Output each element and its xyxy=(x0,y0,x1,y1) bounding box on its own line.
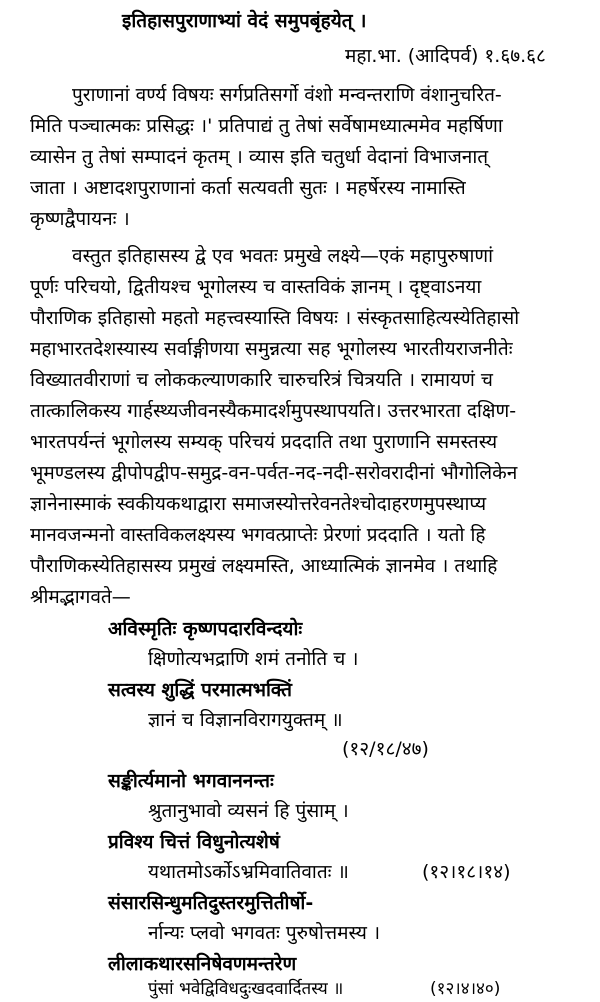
paragraph-2-line: पौराणिक इतिहासो महतो महत्त्वस्यास्ति विषयः । संस्कृतसाहित्यस्येतिहासो xyxy=(30,307,520,329)
paragraph-2-line: मानवजन्मनो वास्तविकलक्ष्यस्य भगवत्प्राप्तेः प्रेरणां प्रददाति । यतो हि xyxy=(30,524,486,546)
paragraph-2-line: भूमण्डलस्य द्वीपोपद्वीप-समुद्र-वन-पर्वत-नद-नदी-सरोवरादीनां भौगोलिकेन xyxy=(30,462,518,484)
paragraph-2-line: श्रीमद्भागवते— xyxy=(30,586,131,608)
paragraph-2-line: विख्यातवीराणां च लोककल्याणकारि चारुचरित्रं चित्रयति । रामायणं च xyxy=(30,369,493,391)
verse-1-reference: (१२/१८/४७) xyxy=(342,738,429,760)
paragraph-1-line: कृष्णद्वैपायनः । xyxy=(30,208,130,230)
verse-1-line-3: सत्वस्य शुद्धिं परमात्मभक्तिं xyxy=(108,679,292,701)
verse-2-line-3: प्रविश्य चित्तं विधुनोत्यशेषं xyxy=(108,831,280,853)
opening-quote: इतिहासपुराणाभ्यां वेदं समुपबृंहयेत् । xyxy=(122,10,367,32)
paragraph-2-line: भारतपर्यन्तं भूगोलस्य सम्यक् परिचयं प्रददाति तथा पुराणानि समस्तस्य xyxy=(30,431,498,453)
verse-2-line-2: श्रुतानुभावो व्यसनं हि पुंसाम् । xyxy=(148,800,349,822)
verse-3-reference: (१२।४।४०) xyxy=(430,979,501,999)
paragraph-2-line: ज्ञानेनास्माकं स्वकीयकथाद्वारा समाजस्योत्तरेवनतेश्चोदाहरणमुपस्थाप्य xyxy=(30,493,487,515)
paragraph-1-line: व्यासेन तु तेषां सम्पादनं कृतम् । व्यास इति चतुर्धा वेदानां विभाजनात् xyxy=(30,146,489,168)
verse-2-line-4: यथातमोऽर्कोऽभ्रमिवातिवातः ॥ xyxy=(148,861,349,883)
verse-1-line-1: अविस्मृतिः कृष्णपदारविन्दयोः xyxy=(108,618,303,640)
paragraph-1-line: पुराणानां वर्ण्य विषयः सर्गप्रतिसर्गो वंशो मन्वन्तराणि वंशानुचरित- xyxy=(72,84,502,106)
paragraph-1-line: जाता । अष्टादशपुराणानां कर्ता सत्यवती सुतः । महर्षेरस्य नामास्ति xyxy=(30,177,466,199)
verse-1-line-4: ज्ञानं च विज्ञानविरागयुक्तम् ॥ xyxy=(148,709,343,731)
verse-3-line-3: लीलाकथारसनिषेवणमन्तरेण xyxy=(108,953,297,975)
paragraph-2-line: तात्कालिकस्य गार्हस्थ्यजीवनस्यैकमादर्शमुपस्थापयति। उत्तरभारता दक्षिण- xyxy=(30,400,517,422)
paragraph-2-line: पौराणिकस्येतिहासस्य प्रमुखं लक्ष्यमस्ति, आध्यात्मिकं ज्ञानमेव । तथाहि xyxy=(30,555,498,577)
verse-2-line-1: सङ्कीर्त्यमानो भगवाननन्तः xyxy=(108,770,274,792)
paragraph-2-line: वस्तुत इतिहासस्य द्वे एव भवतः प्रमुखे लक्ष्ये—एकं महापुरुषाणां xyxy=(72,245,494,267)
paragraph-2-line: महाभारतदेशस्यास्य सर्वाङ्गीणया समुन्नत्या सह भूगोलस्य भारतीयराजनीतेः xyxy=(30,338,513,360)
verse-3-line-2: र्नान्यः प्लवो भगवतः पुरुषोत्तमस्य । xyxy=(148,922,381,944)
paragraph-2-line: पूर्णः परिचयो, द्वितीयश्च भूगोलस्य च वास्तविकं ज्ञानम् । दृष्ट्वाऽनया xyxy=(30,276,482,298)
verse-3-line-4: पुंसां भवेद्विविधदुःखदवार्दितस्य ॥ xyxy=(148,979,344,999)
quote-reference: महा.भा. (आदिपर्व) १.६७.६८ xyxy=(345,45,546,67)
verse-2-reference: (१२।१८।१४) xyxy=(422,861,511,883)
verse-3-line-1: संसारसिन्धुमतिदुस्तरमुत्तितीर्षो- xyxy=(108,892,314,914)
verse-1-line-2: क्षिणोत्यभद्राणि शमं तनोति च । xyxy=(148,648,359,670)
paragraph-1-line: मिति पञ्चात्मकः प्रसिद्धः ।' प्रतिपाद्यं तु तेषां सर्वेषामध्यात्ममेव महर्षिणा xyxy=(30,115,503,137)
